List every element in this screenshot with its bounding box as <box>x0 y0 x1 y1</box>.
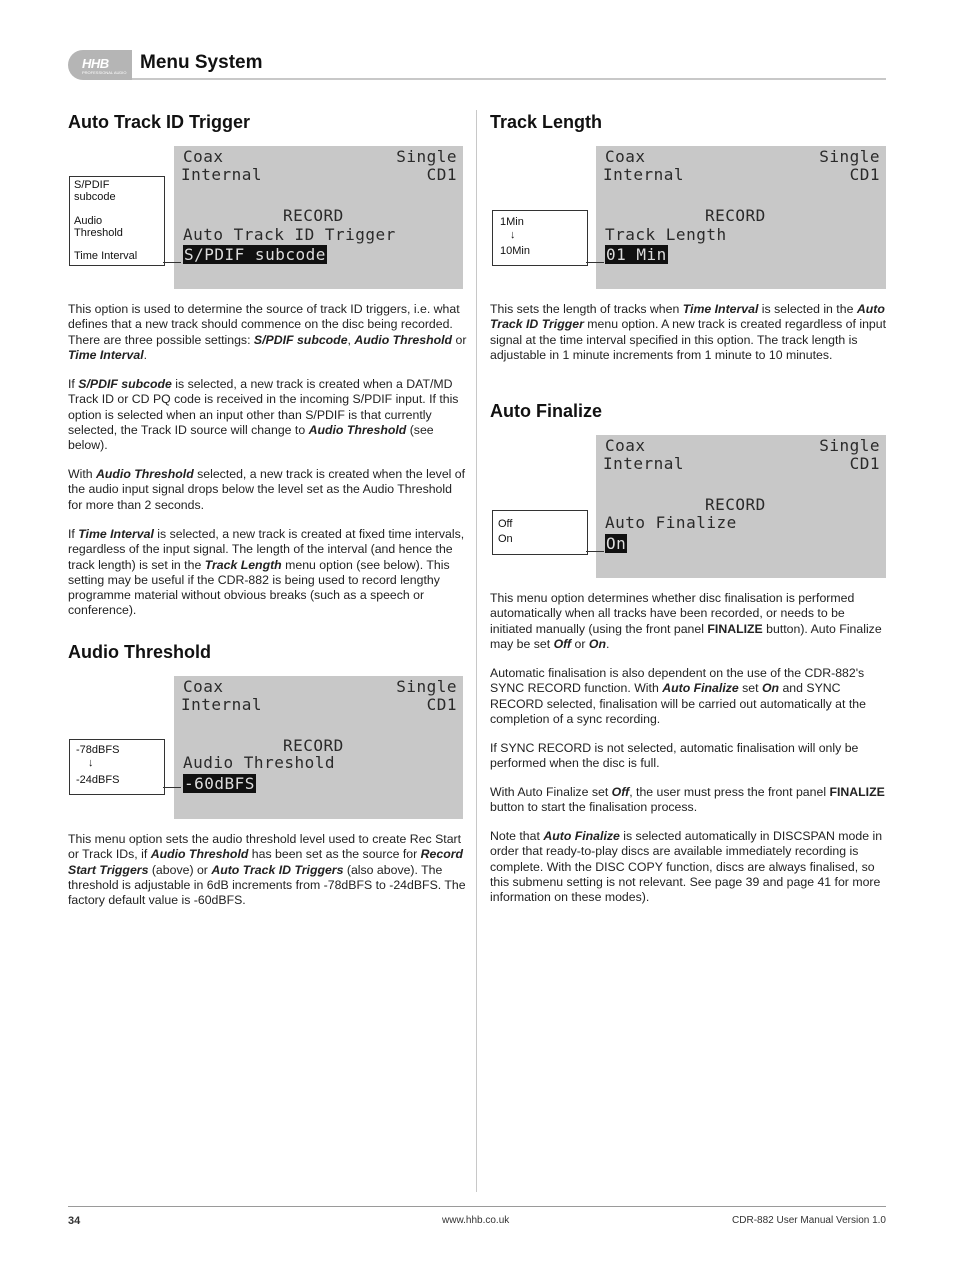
lcd-display-auto-track: Coax Single Internal CD1 RECORD Auto Track ID Trigger S/PDIF subcode <box>174 146 463 289</box>
heading-auto-finalize: Auto Finalize <box>490 401 602 421</box>
page-title: Menu System <box>140 52 263 73</box>
header-rule <box>132 78 886 80</box>
options-box-auto-track: S/PDIF subcode Audio Threshold Time Interval <box>69 176 165 266</box>
paragraph: This option is used to determine the source of track ID triggers, i.e. what defines that a new track should commence on the disc being recorded. There are three possible settings: S/PDIF subcode, Audio Threshold or Time Interval. <box>68 302 467 362</box>
options-box-track-length: 1Min ↓ 10Min <box>492 210 588 266</box>
paragraph: If S/PDIF subcode is selected, a new track is created when a DAT/MD Track ID or CD PQ code is received in the incoming S/PDIF input. If this option is selected when an input other than S/PDIF is that currently selected, the Track ID source will change to Audio Threshold (see below). <box>68 377 459 453</box>
connector-line <box>586 551 604 552</box>
paragraph: With Audio Threshold selected, a new track is created when the level of the audio input signal drops below the level set as the Audio Threshold for more than 2 seconds. <box>68 467 466 512</box>
lcd-display-auto-finalize: Coax Single Internal CD1 RECORD Auto Finalize On <box>596 435 886 578</box>
footer-rule <box>68 1206 886 1207</box>
footer-manual-version: CDR-882 User Manual Version 1.0 <box>732 1215 886 1226</box>
heading-auto-track-id-trigger: Auto Track ID Trigger <box>68 112 251 132</box>
options-box-audio-threshold: -78dBFS ↓ -24dBFS <box>69 739 165 795</box>
connector-line <box>163 787 181 788</box>
paragraph: If Time Interval is selected, a new track is created at fixed time intervals, regardless of the input signal. The length of the interval (and hence the track length) is set in the Track Length menu option (see below). This setting may be useful if the CDR-882 is being used to record lengthy programme material without obvious breaks (such as a speech or conference). <box>68 527 465 618</box>
paragraph: This sets the length of tracks when Time Interval is selected in the Auto Track ID Trigger menu option. A new track is created regardless of input signal at the time interval specified in this option. The track length is adjustable in 1 minute increments from 1 minute to 10 minutes. <box>490 302 887 362</box>
connector-line <box>586 262 604 263</box>
paragraph: This menu option sets the audio threshold level used to create Rec Start or Track IDs, if Audio Threshold has been set as the source for Record Start Triggers (above) or Auto Track ID Triggers (also above). The threshold is adjustable in 6dB increments from -78dBFS to -24dBFS. The factory default value is -60dBFS. <box>68 832 466 908</box>
paragraph: This menu option determines whether disc finalisation is performed automatically when all tracks have been recorded, or needs to be initiated manually (using the front panel FINALIZE button). Auto Finalize may be set Off or On. <box>490 591 882 651</box>
page-number: 34 <box>68 1215 81 1227</box>
heading-audio-threshold: Audio Threshold <box>68 642 211 662</box>
paragraph: Note that Auto Finalize is selected automatically in DISCSPAN mode in order that ready-to-play discs are available immediately recording is complete. With the DISC COPY function, discs are always finalised, so this submenu setting is not relevant. See page 39 and page 41 for more information on these modes). <box>490 829 883 905</box>
paragraph: With Auto Finalize set Off, the user must press the front panel FINALIZE button to start the finalisation process. <box>490 785 885 815</box>
hhb-logo: HHB PROFESSIONAL AUDIO <box>68 50 132 80</box>
paragraph: Automatic finalisation is also dependent on the use of the CDR-882's SYNC RECORD function. With Auto Finalize set On and SYNC RECORD selected, finalisation will be carried out automatically at the completion of a sync recording. <box>490 666 866 726</box>
heading-track-length: Track Length <box>490 112 603 132</box>
paragraph: If SYNC RECORD is not selected, automatic finalisation will only be performed when the disc is full. <box>490 741 859 771</box>
column-divider <box>476 110 477 1192</box>
connector-line <box>163 262 181 263</box>
footer-url[interactable]: www.hhb.co.uk <box>442 1215 510 1226</box>
options-box-auto-finalize: Off On <box>492 510 588 555</box>
lcd-display-track-length: Coax Single Internal CD1 RECORD Track Length 01 Min <box>596 146 886 289</box>
lcd-display-audio-threshold: Coax Single Internal CD1 RECORD Audio Threshold -60dBFS <box>174 676 463 819</box>
